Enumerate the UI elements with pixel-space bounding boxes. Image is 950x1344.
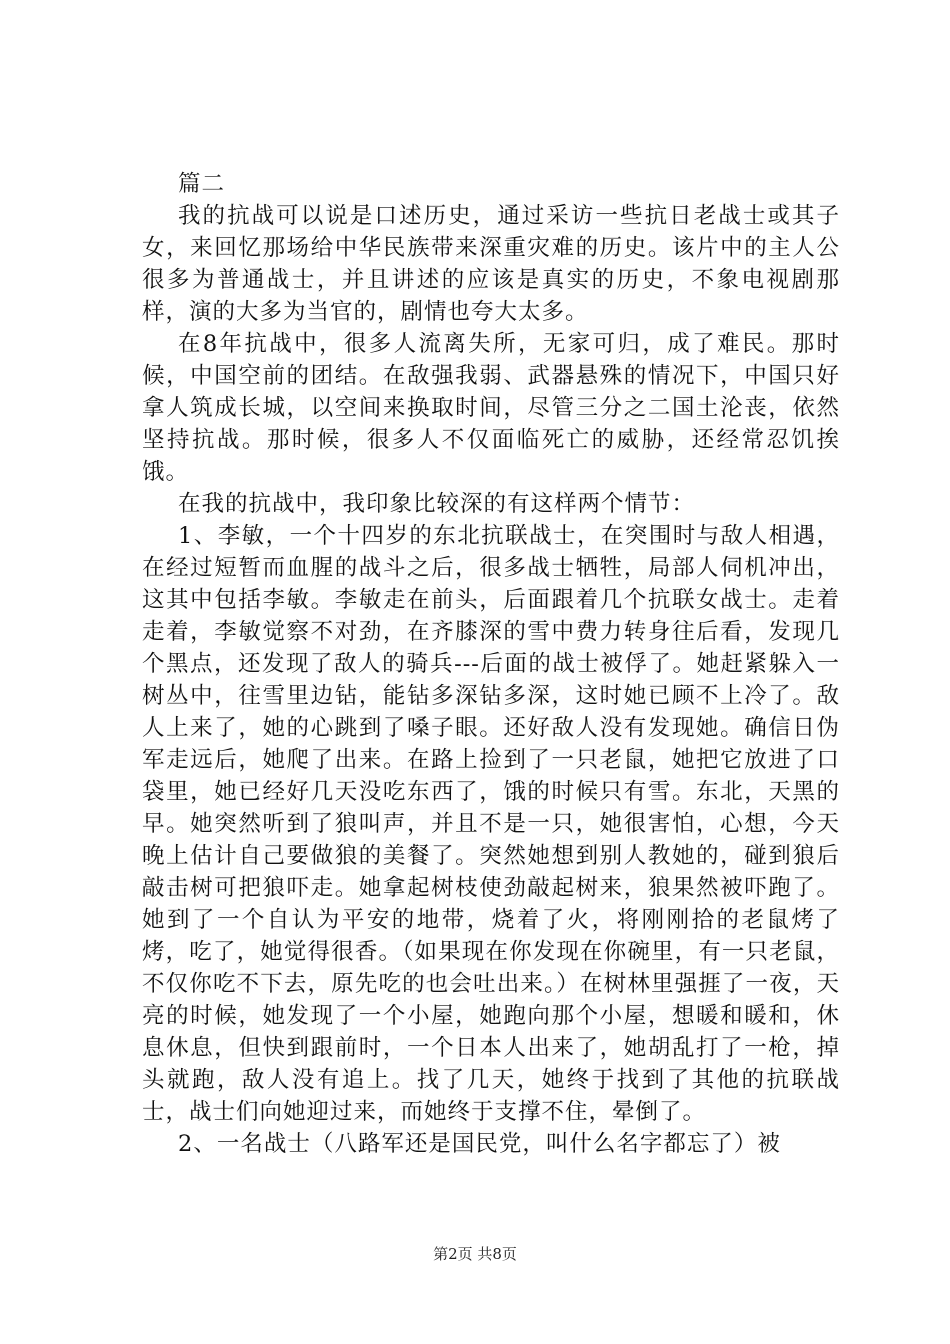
paragraph-story-li-min: 1、李敏，一个十四岁的东北抗联战士，在突围时与敌人相遇，在经过短暂而血腥的战斗之后，很多战士牺牲，局部人伺机冲出，这其中包括李敏。李敏走在前头，后面跟着几个抗联女战士。走着走着，李敏觉察不对劲，在齐膝深的雪中费力转身往后看，发现几个黑点，还发现了敌人的骑兵---后面的战士被俘了。她赶紧躲入一树丛中，往雪里边钻，能钻多深钻多深，这时她已顾不上冷了。敌人上来了，她的心跳到了嗓子眼。还好敌人没有发现她。确信日伪军走远后，她爬了出来。在路上捡到了一只老鼠，她把它放进了口袋里，她已经好几天没吃东西了，饿的时候只有雪。东北，天黑的早。她突然听到了狼叫声，并且不是一只，她很害怕，心想，今天晚上估计自己要做狼的美餐了。突然她想到别人教她的，碰到狼后敲击树可把狼吓走。她拿起树枝使劲敲起树来，狼果然被吓跑了。她到了一个自认为平安的地带，烧着了火，将刚刚拾的老鼠烤了烤，吃了，她觉得很香。（如果现在你发现在你碗里，有一只老鼠，不仅你吃不下去，原先吃的也会吐出来。）在树林里强捱了一夜，天亮的时候，她发现了一个小屋，她跑向那个小屋，想暖和暖和，休息休息，但快到跟前时，一个日本人出来了，她胡乱打了一枪，掉头就跑，敌人没有追上。找了几天，她终于找到了其他的抗联战士，战士们向她迎过来，而她终于支撑不住，晕倒了。 (142, 523, 840, 1125)
section-heading: 篇二 (178, 171, 226, 197)
page-footer: 第2页 共8页 (433, 1245, 517, 1263)
paragraph-story-soldier: 2、一名战士（八路军还是国民党，叫什么名字都忘了）被 (178, 1131, 781, 1157)
paragraph-war-context: 在8年抗战中，很多人流离失所，无家可归，成了难民。那时候，中国空前的团结。在敌强我弱、武器悬殊的情况下，中国只好拿人筑成长城，以空间来换取时间，尽管三分之二国土沦丧，依然坚持抗战。那时候，很多人不仅面临死亡的威胁，还经常忍饥挨饿。 (142, 331, 840, 485)
document-body (142, 168, 840, 1160)
paragraph-intro: 我的抗战可以说是口述历史，通过采访一些抗日老战士或其子女，来回忆那场给中华民族带来深重灾难的历史。该片中的主人公很多为普通战士，并且讲述的应该是真实的历史，不象电视剧那样，演的大多为当官的，剧情也夸大太多。 (142, 203, 840, 325)
paragraph-two-stories: 在我的抗战中，我印象比较深的有这样两个情节： (178, 491, 696, 517)
